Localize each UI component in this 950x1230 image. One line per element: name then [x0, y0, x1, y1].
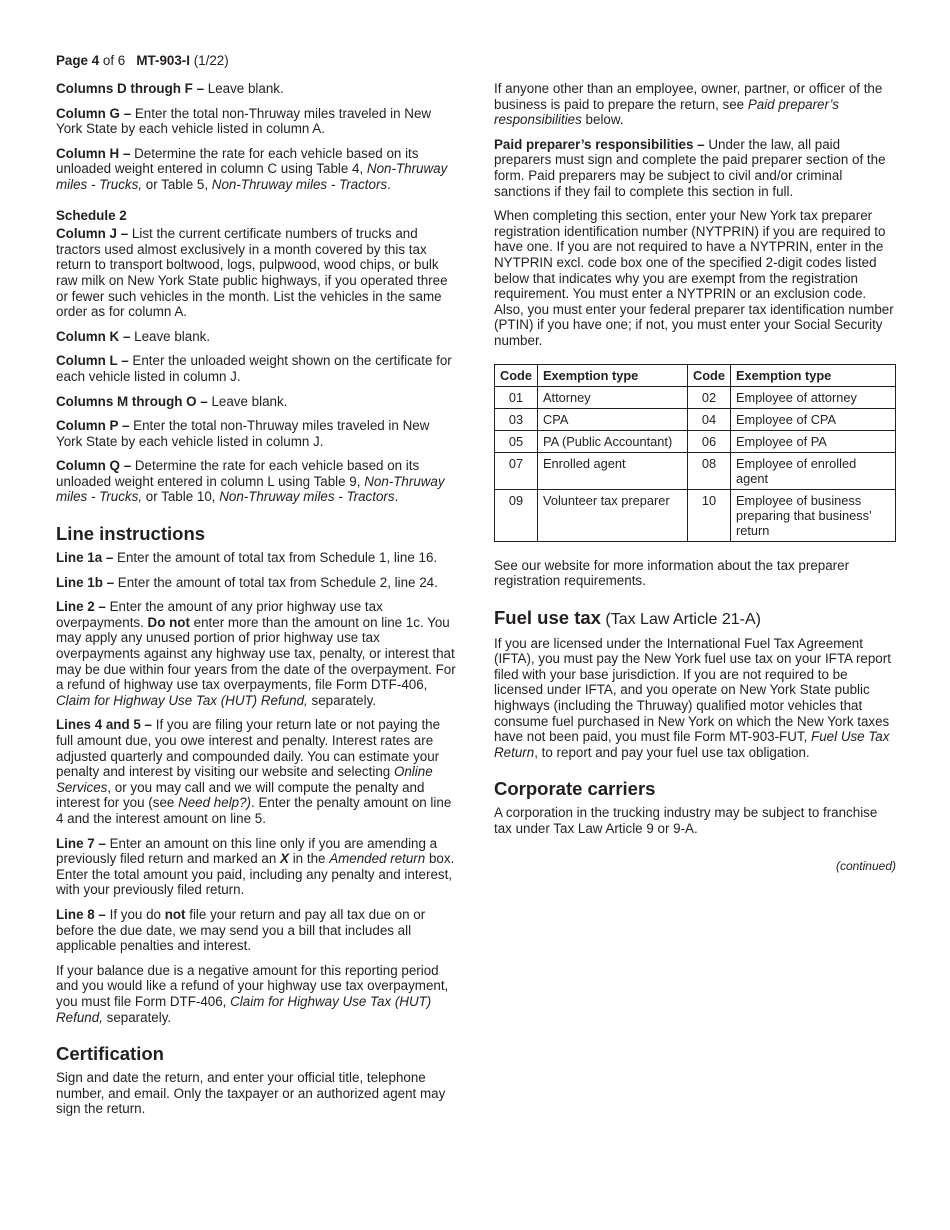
exemption-cell: Employee of CPA	[731, 408, 896, 430]
certification-text: Sign and date the return, and enter your official title, telephone number, and email. Only the taxpayer or an authorized agent may sign the return.	[56, 1070, 446, 1117]
code-cell: 02	[688, 386, 731, 408]
form-date: (1/22)	[189, 53, 229, 68]
table-row	[495, 452, 896, 489]
right-column	[494, 81, 896, 874]
column-h-instruction: Column H – Determine the rate for each vehicle based on its unloaded weight entered in column C using Table 4, Non-Thruway miles - Trucks, or Table 5, Non-Thruway miles - Tractors.	[56, 145, 448, 192]
code-cell: 08	[688, 452, 731, 489]
schedule-2-heading: Schedule 2	[56, 207, 127, 223]
code-cell: 01	[495, 386, 538, 408]
line-1a-instruction: Line 1a – Enter the amount of total tax from Schedule 1, line 16.	[56, 550, 438, 566]
exemption-cell: Employee of attorney	[731, 386, 896, 408]
table-row	[495, 386, 896, 408]
paid-preparer-intro: If anyone other than an employee, owner, partner, or officer of the business is paid to prepare the return, see Paid preparer’s responsibilities below.	[494, 81, 883, 128]
column-l-instruction: Column L – Enter the unloaded weight shown on the certificate for each vehicle listed in column J.	[56, 353, 452, 384]
code-cell: 06	[688, 430, 731, 452]
code-cell: 07	[495, 452, 538, 489]
exemption-cell: Attorney	[538, 386, 688, 408]
code-cell: 09	[495, 489, 538, 541]
header-exemption-type: Exemption type	[538, 364, 688, 386]
table-row	[495, 408, 896, 430]
exemption-cell: Employee of enrolled agent	[731, 452, 896, 489]
line-2-instruction: Line 2 – Enter the amount of any prior highway use tax overpayments. Do not enter more than the amount on line 1c. You may apply any unused portion of prior highway use tax overpayments against any highway use tax, penalty, or interest that may be due within four years from the date of the overpayment. For a refund of highway use tax overpayments, file Form DTF-406, Claim for Highway Use Tax (HUT) Refund, separately.	[56, 599, 456, 708]
fuel-use-tax-text: If you are licensed under the International Fuel Tax Agreement (IFTA), you must pay the New York fuel use tax on your IFTA report filed with your base jurisdiction. If you are not required to be licensed under IFTA, and you operate on New York State public highways (including the Thruway) qualified motor vehicles that consume fuel purchased in New York on which the New York taxes have not been paid, you must file Form MT-903-FUT, Fuel Use Tax Return, to report and pay your fuel use tax obligation.	[494, 635, 891, 760]
line-1b-instruction: Line 1b – Enter the amount of total tax from Schedule 2, line 24.	[56, 574, 438, 590]
page-number: Page 4	[56, 53, 100, 68]
corporate-carriers-text: A corporation in the trucking industry may be subject to franchise tax under Tax Law Article 9 or 9-A.	[494, 805, 878, 837]
exemption-cell: Enrolled agent	[538, 452, 688, 489]
table-row	[495, 430, 896, 452]
column-g-instruction: Column G – Enter the total non-Thruway miles traveled in New York State by each vehicle listed in column A.	[56, 105, 432, 137]
form-id: MT-903-I	[136, 53, 190, 68]
code-cell: 05	[495, 430, 538, 452]
column-k-instruction: Column K – Leave blank.	[56, 328, 211, 344]
exemption-cell: CPA	[538, 408, 688, 430]
negative-balance-instruction: If your balance due is a negative amount for this reporting period and you would like a refund of your highway use tax overpayment, you must file Form DTF-406, Claim for Highway Use Tax (HUT) Refund, separately.	[56, 962, 449, 1025]
columns-m-o-instruction: Columns M through O – Leave blank.	[56, 393, 288, 409]
column-p-instruction: Column P – Enter the total non-Thruway miles traveled in New York State by each vehicle listed in column J.	[56, 418, 430, 449]
exemption-codes-table	[494, 364, 896, 542]
table-header-row	[495, 364, 896, 386]
line-8-instruction: Line 8 – If you do not file your return and pay all tax due on or before the due date, we may send you a bill that includes all applicable penalties and interest.	[56, 906, 426, 954]
exemption-cell: Employee of business preparing that business’ return	[731, 489, 896, 541]
code-cell: 04	[688, 408, 731, 430]
website-info: See our website for more information about the tax preparer registration requirements.	[494, 557, 850, 589]
exemption-cell: Volunteer tax preparer	[538, 489, 688, 541]
exemption-cell: Employee of PA	[731, 430, 896, 452]
header-exemption-type: Exemption type	[731, 364, 896, 386]
code-cell: 03	[495, 408, 538, 430]
columns-d-f-instruction: Columns D through F – Leave blank.	[56, 81, 284, 96]
line-7-instruction: Line 7 – Enter an amount on this line only if you are amending a previously filed return and marked an X in the Amended return box. Enter the total amount you paid, including any penalty and interest, with your previously filed return.	[56, 835, 455, 898]
left-column	[56, 81, 458, 1126]
nytprin-instructions: When completing this section, enter your New York tax preparer registration identification number (NYTPRIN) if you are required to have one. If you are not required to have a NYTPRIN, enter in the NYTPRIN excl. code box one of the specified 2-digit codes listed below that indicates why you are exempt from the registration requirement. You must enter a NYTPRIN or an exclusion code. Also, you must enter your federal preparer tax identification number (PTIN) if you have one; if not, you must enter your Social Security number.	[494, 208, 894, 348]
column-j-instruction: Column J – List the current certificate numbers of trucks and tractors used almost exclusively in a month covered by this tax return to transport boltwood, logs, pulpwood, wood chips, or bulk raw milk on New York State public highways, if you operated three or fewer such vehicles in the month. List the vehicles in the same order as for column A.	[56, 226, 448, 320]
paid-preparer-responsibilities: Paid preparer’s responsibilities – Under the law, all paid preparers must sign and complete the paid preparer section of the form. Paid preparers may be subject to civil and/or criminal sanctions if they fail to complete this section in full.	[494, 136, 886, 199]
exemption-cell: PA (Public Accountant)	[538, 430, 688, 452]
lines-4-5-instruction: Lines 4 and 5 – If you are filing your return late or not paying the full amount due, you owe interest and penalty. Interest rates are adjusted quarterly and compounded daily. You can estimate your penalty and interest by visiting our website and selecting Online Services, or you may call and we will compute the penalty and interest for you (see Need help?). Enter the penalty amount on line 4 and the interest amount on line 5.	[56, 717, 452, 826]
header-code: Code	[495, 364, 538, 386]
table-row	[495, 489, 896, 541]
page-header: Page 4 of 6 MT-903-I (1/22)	[56, 53, 229, 68]
header-code: Code	[688, 364, 731, 386]
fuel-use-tax-heading: Fuel use tax (Tax Law Article 21-A)	[494, 606, 761, 628]
continued-label: (continued)	[835, 858, 896, 873]
line-instructions-heading: Line instructions	[56, 523, 206, 545]
code-cell: 10	[688, 489, 731, 541]
corporate-carriers-heading: Corporate carriers	[494, 778, 656, 800]
certification-heading: Certification	[56, 1043, 164, 1065]
column-q-instruction: Column Q – Determine the rate for each vehicle based on its unloaded weight entered in column L using Table 9, Non-Thruway miles - Trucks, or Table 10, Non-Thruway miles - Tractors.	[56, 458, 445, 505]
